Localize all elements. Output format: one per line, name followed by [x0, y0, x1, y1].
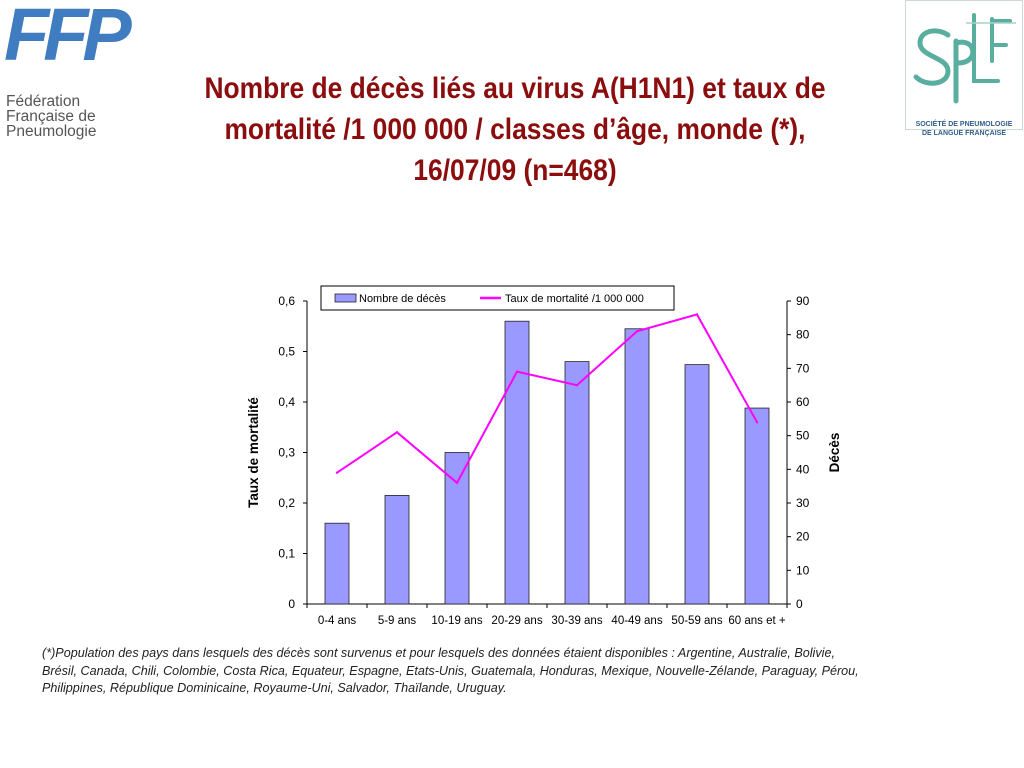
bar	[385, 495, 409, 604]
footnote	[42, 645, 1017, 698]
mortality-point	[336, 472, 338, 474]
y-right-tick-label: 30	[796, 496, 810, 510]
bar	[565, 362, 589, 604]
legend-bar-label: Nombre de décès	[359, 293, 446, 305]
title-line-3: 16/07/09 (n=468)	[413, 154, 617, 187]
bar	[685, 365, 709, 604]
bar	[505, 321, 529, 604]
x-tick-label: 30-39 ans	[551, 615, 603, 627]
y-left-tick-label: 0,4	[278, 395, 295, 409]
y-right-tick-label: 70	[796, 361, 810, 376]
ffp-logo-line-1: Fédération	[6, 93, 81, 110]
y-left-tick-label: 0,3	[278, 445, 295, 460]
x-tick-label: 60 ans et +	[728, 615, 786, 627]
bar	[745, 408, 769, 604]
y-right-tick-label: 20	[796, 529, 810, 544]
y-right-tick-label: 90	[796, 294, 810, 308]
footnote-line-2: Brésil, Canada, Chili, Colombie, Costa Rica, Equateur, Espagne, Etats-Unis, Guatemala, Honduras, Mexique, Nouvelle-Zélande, Paraguay, Pérou,	[42, 663, 859, 678]
y-left-tick-label: 0,5	[278, 344, 295, 359]
footnote-line-3: Philippines, République Dominicaine, Royaume-Uni, Salvador, Thaïlande, Uruguay.	[42, 681, 507, 695]
title-line-2: mortalité /1 000 000 / classes d’âge, monde (*),	[224, 113, 806, 146]
y-left-axis-title: Taux de mortalité	[246, 397, 261, 508]
mortality-point	[756, 421, 758, 423]
y-right-tick-label: 0	[796, 597, 803, 611]
x-tick-label: 50-59 ans	[671, 615, 723, 627]
mortality-point	[576, 384, 578, 386]
footnote-line-1: (*)Population des pays dans lesquels des décès sont survenus et pour lesquels des données étaient disponibles : Argentine, Australie, Bolivie,	[42, 646, 835, 660]
mortality-point	[396, 431, 398, 433]
y-right-tick-label: 60	[796, 395, 810, 409]
splf-caption-line-2: DE LANGUE FRANÇAISE	[921, 130, 1006, 137]
x-tick-label: 40-49 ans	[611, 615, 663, 627]
y-right-axis-title: Décès	[827, 432, 842, 473]
bar	[325, 523, 349, 604]
mortality-point	[516, 371, 518, 373]
mortality-point	[696, 313, 698, 315]
ffp-logo-line-2: Française de	[6, 108, 96, 125]
bar	[625, 329, 649, 604]
x-tick-label: 0-4 ans	[317, 615, 357, 627]
ffp-logo-line-3: Pneumologie	[6, 123, 97, 140]
y-left-tick-label: 0,1	[278, 546, 295, 561]
x-tick-label: 20-29 ans	[491, 615, 543, 627]
mortality-point	[456, 482, 458, 484]
y-left-tick-label: 0,2	[278, 496, 295, 510]
legend-line-label: Taux de mortalité /1 000 000	[505, 293, 644, 305]
y-right-tick-label: 10	[796, 563, 810, 578]
legend-bar-swatch	[335, 294, 356, 302]
x-tick-label: 5-9 ans	[377, 615, 417, 627]
title-line-1: Nombre de décès liés au virus A(H1N1) et taux de	[204, 72, 826, 105]
y-right-tick-label: 80	[796, 327, 810, 342]
y-right-tick-label: 40	[796, 462, 810, 477]
splf-caption-line-1: SOCIÉTÉ DE PNEUMOLOGIE	[915, 121, 1013, 128]
y-left-tick-label: 0,6	[278, 294, 295, 308]
mortality-point	[636, 330, 638, 332]
y-right-tick-label: 50	[796, 428, 810, 443]
y-left-tick-label: 0	[288, 597, 295, 611]
ffp-logo-letters: FFP	[4, 0, 126, 76]
x-tick-label: 10-19 ans	[431, 615, 483, 627]
